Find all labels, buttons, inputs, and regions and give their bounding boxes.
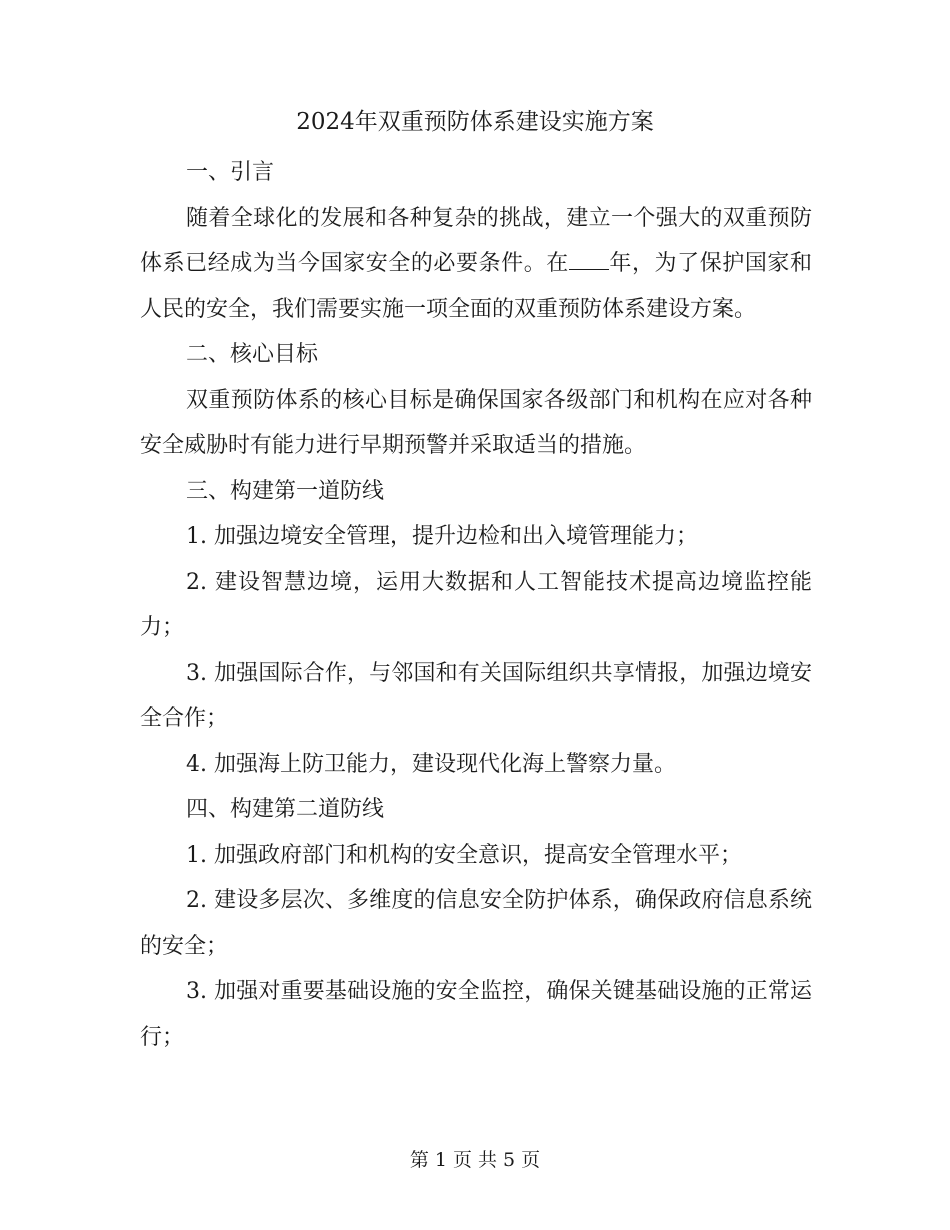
goal-paragraph: 双重预防体系的核心目标是确保国家各级部门和机构在应对各种安全威胁时有能力进行早期预警并采取适当的措施。 bbox=[140, 387, 812, 458]
list-item: 1. 加强政府部门和机构的安全意识，提高安全管理水平； bbox=[186, 842, 742, 868]
page-footer: 第 1 页 共 5 页 bbox=[409, 1149, 541, 1171]
list-item: 3. 加强国际合作，与邻国和有关国际组织共享情报，加强边境安全合作； bbox=[140, 660, 812, 731]
list-item: 2. 建设智慧边境，运用大数据和人工智能技术提高边境监控能力； bbox=[140, 569, 812, 640]
list-item: 1. 加强边境安全管理，提升边检和出入境管理能力； bbox=[186, 524, 698, 549]
list-item: 2. 建设多层次、多维度的信息安全防护体系，确保政府信息系统的安全； bbox=[140, 888, 812, 959]
list-item: 3. 加强对重要基础设施的安全监控，确保关键基础设施的正常运行； bbox=[140, 979, 812, 1050]
section-heading-second-line: 四、构建第二道防线 bbox=[186, 797, 385, 822]
year-blank bbox=[569, 251, 609, 270]
section-heading-goal: 二、核心目标 bbox=[186, 342, 319, 367]
document-body bbox=[140, 150, 812, 1060]
intro-text-before-blank: 随着全球化的发展和各种复杂的挑战，建立一个强大的双重预防体系已经成为当今国家安全的必要条件。在 bbox=[140, 205, 812, 276]
document-title: 2024年双重预防体系建设实施方案 bbox=[296, 109, 654, 135]
list-item: 4. 加强海上防卫能力，建设现代化海上警察力量。 bbox=[186, 751, 676, 777]
intro-paragraph bbox=[140, 196, 812, 333]
section-heading-first-line: 三、构建第一道防线 bbox=[186, 478, 385, 504]
section-heading-intro: 一、引言 bbox=[186, 160, 275, 185]
intro-text-after-blank: 年，为了保护国家和人民的安全，我们需要实施一项全面的双重预防体系建设方案。 bbox=[140, 251, 812, 322]
